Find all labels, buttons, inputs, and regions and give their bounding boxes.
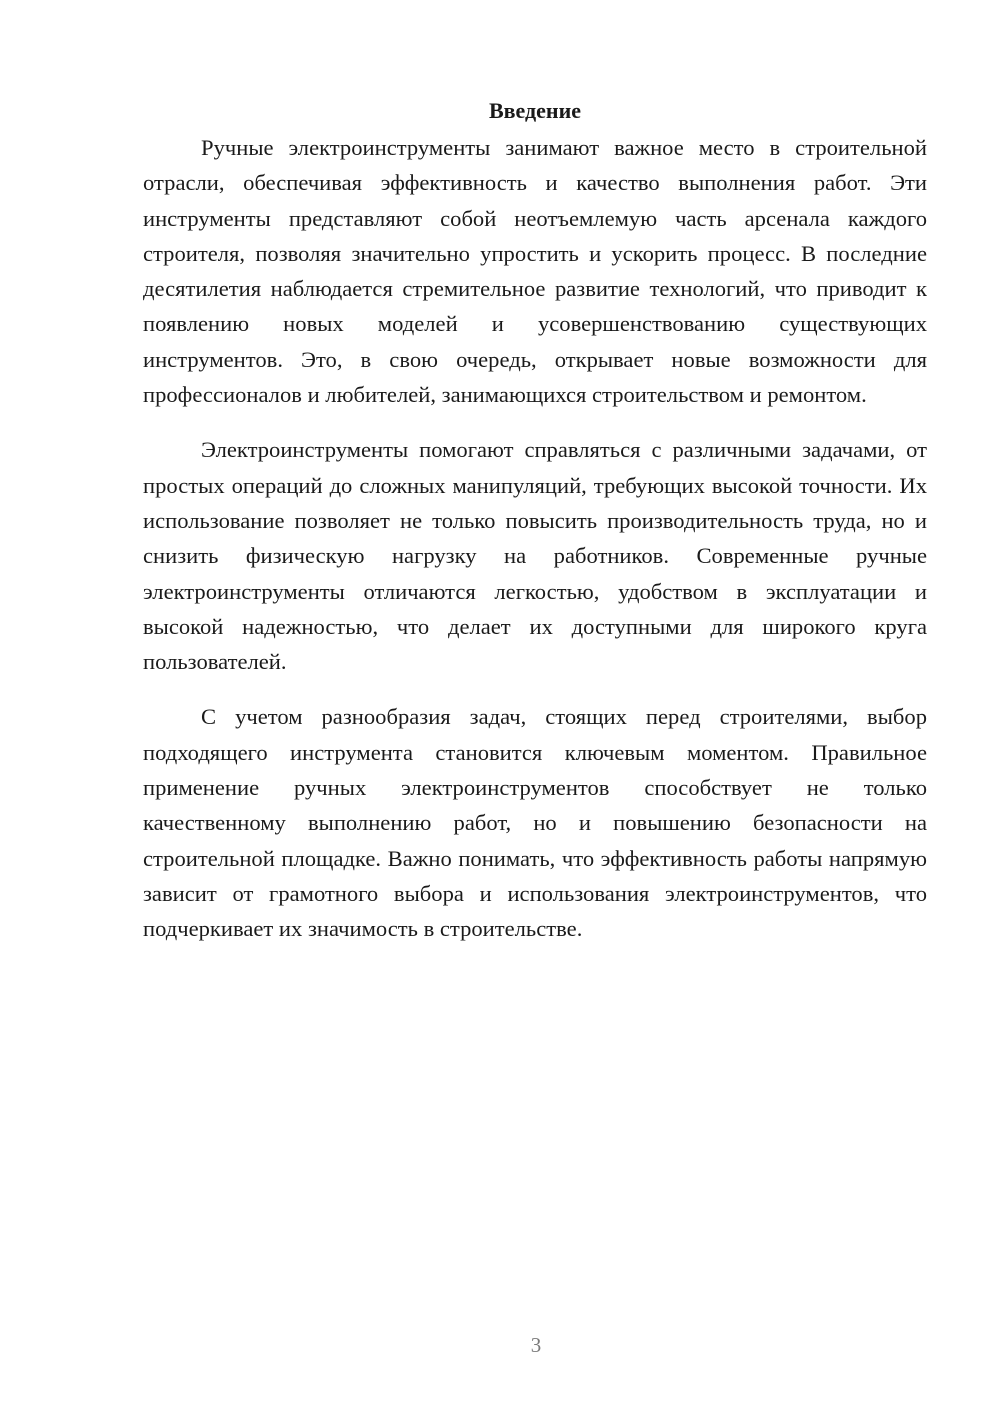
paragraph-2: Электроинструменты помогают справляться с различными задачами, от простых операций до сложных манипуляций, требующих высокой точности. Их использование позволяет не только повысить производительность труда, но и снизить физическую нагрузку на работников. Современные ручные электроинструменты отличаются легкостью, удобством в эксплуатации и высокой надежностью, что делает их доступными для широкого круга пользователей. — [143, 437, 927, 675]
section-heading: Введение — [488, 98, 582, 123]
paragraph-3: С учетом разнообразия задач, стоящих перед строителями, выбор подходящего инструмента становится ключевым моментом. Правильное применение ручных электроинструментов способствует не только качественному выполнению работ, но и повышению безопасности на строительной площадке. Важно понимать, что эффективность работы напрямую зависит от грамотного выбора и использования электроинструментов, что подчеркивает их значимость в строительстве. — [143, 704, 927, 942]
page-content — [143, 96, 927, 967]
page-number: 3 — [530, 1333, 542, 1357]
paragraph-1: Ручные электроинструменты занимают важное место в строительной отрасли, обеспечивая эффективность и качество выполнения работ. Эти инструменты представляют собой неотъемлемую часть арсенала каждого строителя, позволяя значительно упростить и ускорить процесс. В последние десятилетия наблюдается стремительное развитие технологий, что приводит к появлению новых моделей и усовершенствованию существующих инструментов. Это, в свою очередь, открывает новые возможности для профессионалов и любителей, занимающихся строительством и ремонтом. — [143, 135, 927, 408]
